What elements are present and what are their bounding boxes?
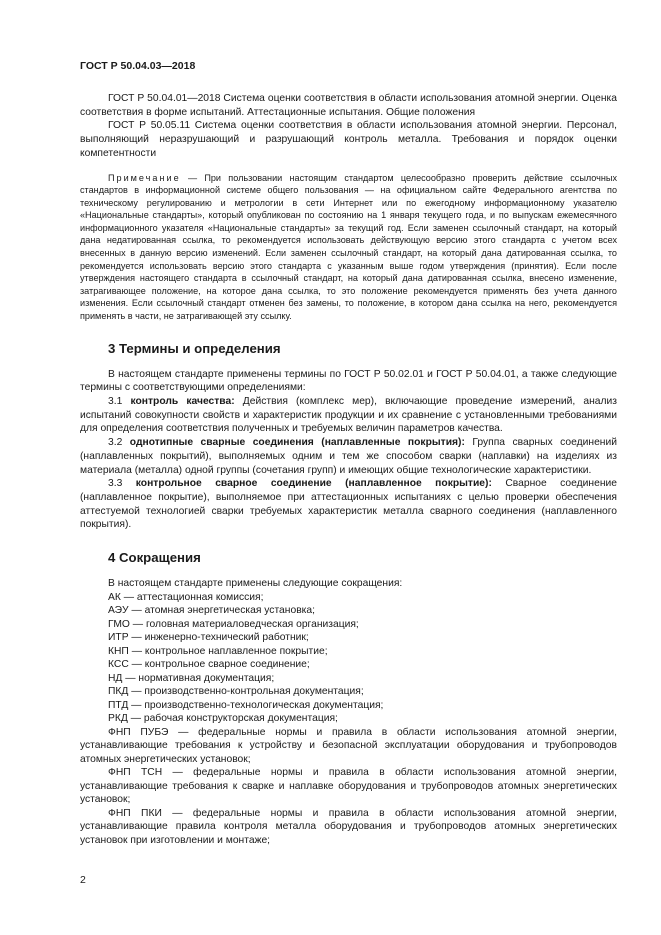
section-title-terms: 3 Термины и определения — [108, 340, 281, 356]
definition-term: контроль качества: — [130, 396, 235, 408]
abbreviation-item: РКД — рабочая конструкторская документация; — [108, 713, 338, 725]
abbreviation-item: ПКД — производственно-контрольная документация; — [108, 686, 364, 698]
abbreviation-item: ФНП ПУБЭ — федеральные нормы и правила в области использования атомной энергии, устанавливающие требования к устройству и безопасной эксплуатации оборудования и трубопроводов атомных энергетических установок; — [80, 726, 617, 765]
definition-number: 3.2 — [108, 437, 130, 449]
abbreviation-item: НД — нормативная документация; — [108, 672, 275, 684]
abbreviation-item: ИТР — инженерно-технический работник; — [108, 632, 309, 644]
note-paragraph — [80, 172, 617, 323]
abbreviation-item: КСС — контрольное сварное соединение; — [108, 659, 310, 671]
definition-number: 3.1 — [108, 396, 131, 408]
abbreviation-item: КНП — контрольное наплавленное покрытие; — [108, 645, 328, 657]
page-number: 2 — [80, 874, 86, 886]
definition-item — [80, 477, 617, 532]
definition-number: 3.3 — [108, 478, 136, 490]
abbreviation-item: АЭУ — атомная энергетическая установка; — [108, 605, 315, 617]
definition-term: однотипные сварные соединения (наплавленные покрытия): — [129, 437, 465, 449]
section-intro: В настоящем стандарте применены термины по ГОСТ Р 50.02.01 и ГОСТ Р 50.04.01, а также следующие термины с соответствующими определениями: — [80, 368, 617, 394]
note-label: Примечание — [108, 172, 181, 183]
abbreviation-item: ФНП ПКИ — федеральные нормы и правила в области использования атомной энергии, устанавливающие правила контроля металла оборудования и трубопроводов атомных энергетических установок при изготовлении и монтаже; — [80, 807, 617, 846]
section-intro: В настоящем стандарте применены следующие сокращения: — [108, 578, 403, 590]
abbreviation-item: ФНП ТСН — федеральные нормы и правила в области использования атомной энергии, устанавливающие требования к сварке и наплавке оборудования и трубопроводов атомных энергетических установок; — [80, 767, 617, 806]
abbreviation-item: АК — аттестационная комиссия; — [108, 591, 264, 603]
reference-item: ГОСТ Р 50.04.01—2018 Система оценки соответствия в области использования атомной энергии. Оценка соответствия в форме испытаний. Аттестационные испытания. Общие положения — [80, 93, 617, 118]
reference-item: ГОСТ Р 50.05.11 Система оценки соответствия в области использования атомной энергии. Персонал, выполняющий неразрушающий и разрушающий контроль металла. Требования и порядок оценки компетентности — [80, 120, 617, 159]
definition-text: Сварное соединение (наплавленное покрытие), выполняемое при аттестационных испытаниях с целью проверки обеспечения аттестуемой технологией сварки требуемых характеристик металла сварного соединения (наплавленного покрытия). — [80, 478, 617, 531]
page-body — [80, 92, 617, 847]
note-text: — При пользовании настоящим стандартом целесообразно проверить действие ссылочных стандартов в информационной системе общего пользования — на официальном сайте Федерального агентства по техническому регулированию и метрологии в сети Интернет или по ежегодному информационному указателю «Национальные стандарты», который опубликован по состоянию на 1 января текущего года, и по выпускам ежемесячного информационного указателя «Национальные стандарты» за текущий год. Если заменен ссылочный стандарт, на который дана недатированная ссылка, то рекомендуется использовать действующую версию этого стандарта с учетом всех внесенных в данную версию изменений. Если заменен ссылочный стандарт, на который дана датированная ссылка, то рекомендуется использовать версию этого стандарта с указанным выше годом утверждения (принятия). Если после утверждения настоящего стандарта в ссылочный стандарт, на который дана датированная ссылка, внесено изменение, затрагивающее положение, на которое дана ссылка, то это положение рекомендуется применять без учета данного изменения. Если ссылочный стандарт отменен без замены, то положение, в котором дана ссылка на него, рекомендуется применять в части, не затрагивающей эту ссылку. — [80, 172, 617, 322]
abbreviation-item: ПТД — производственно-технологическая документация; — [108, 699, 384, 711]
definition-text: Действия (комплекс мер), включающие проведение измерений, анализ испытаний совокупности свойств и характеристик продукции и их сравнение с установленными требованиями для определения соответствия полученных и требуемых величин параметров качества. — [80, 396, 617, 435]
definition-item — [80, 395, 617, 436]
definition-text: Группа сварных соединений (наплавленных покрытий), выполняемых одним и тем же способом сварки (наплавки) на изделиях из материала (металла) одной группы (сочетания групп) и имеющих общие технологические характеристики. — [80, 437, 617, 476]
section-title-abbreviations: 4 Сокращения — [108, 550, 201, 566]
document-code-header: ГОСТ Р 50.04.03—2018 — [80, 60, 196, 72]
definition-term: контрольное сварное соединение (наплавленное покрытие): — [135, 478, 492, 490]
definition-item — [80, 436, 617, 477]
abbreviation-item: ГМО — головная материаловедческая организация; — [108, 618, 359, 630]
